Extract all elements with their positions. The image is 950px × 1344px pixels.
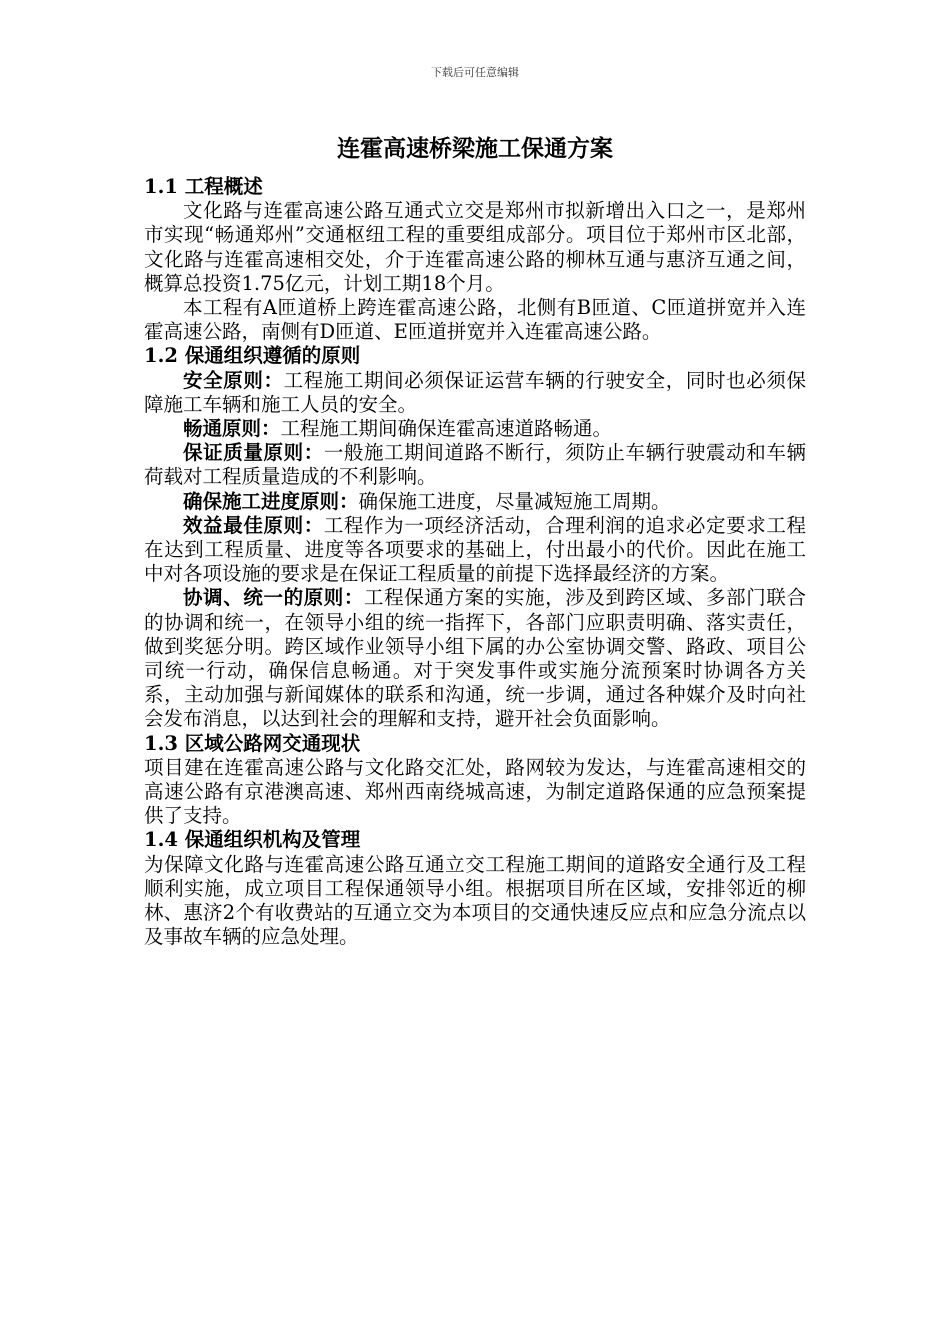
principle-item xyxy=(144,490,806,514)
paragraph: 文化路与连霍高速公路互通式立交是郑州市拟新增出入口之一，是郑州市实现“畅通郑州”交通枢纽工程的重要组成部分。项目位于郑州市区北部，文化路与连霍高速相交处，介于连霍高速公路的柳林互通与惠济互通之间，概算总投资1.75亿元，计划工期18个月。 xyxy=(144,199,806,295)
principle-item xyxy=(144,586,806,731)
principle-text: 工程施工期间必须保证运营车辆的行驶安全，同时也必须保障施工车辆和施工人员的安全。 xyxy=(144,368,806,416)
principle-text: 工程保通方案的实施，涉及到跨区域、多部门联合的协调和统一，在领导小组的统一指挥下，各部门应职责明确、落实责任，做到奖惩分明。跨区域作业领导小组下属的办公室协调交警、路政、项目公司统一行动，确保信息畅通。对于突发事件或实施分流预案时协调各方关系，主动加强与新闻媒体的联系和沟通，统一步调，通过各种媒介及时向社会发布消息，以达到社会的理解和支持，避开社会负面影响。 xyxy=(144,586,806,731)
section-heading-1-4: 1.4 保通组织机构及管理 xyxy=(144,828,361,852)
document-body xyxy=(144,175,806,950)
paragraph: 本工程有A匝道桥上跨连霍高速公路，北侧有B匝道、C匝道拼宽并入连霍高速公路，南侧有D匝道、E匝道拼宽并入连霍高速公路。 xyxy=(144,296,806,344)
paragraph: 为保障文化路与连霍高速公路互通立交工程施工期间的道路安全通行及工程顺利实施，成立项目工程保通领导小组。根据项目所在区域，安排邻近的柳林、惠济2个有收费站的互通立交为本项目的交通快速反应点和应急分流点以及事故车辆的应急处理。 xyxy=(144,852,806,949)
section-heading-1-3: 1.3 区域公路网交通现状 xyxy=(144,731,361,755)
section-heading-1-1: 1.1 工程概述 xyxy=(144,175,263,198)
principle-text: 一般施工期间道路不断行，须防止车辆行驶震动和车辆荷载对工程质量造成的不利影响。 xyxy=(144,441,806,489)
section-heading-1-2: 1.2 保通组织遵循的原则 xyxy=(144,344,361,368)
principle-lead: 保证质量原则： xyxy=(183,441,324,465)
principle-item xyxy=(144,369,806,417)
principle-lead: 效益最佳原则： xyxy=(183,513,324,537)
paragraph: 项目建在连霍高速公路与文化路交汇处，路网较为发达，与连霍高速相交的高速公路有京港澳高速、郑州西南绕城高速，为制定道路保通的应急预案提供了支持。 xyxy=(144,755,806,828)
principle-item xyxy=(144,441,806,489)
principle-text: 确保施工进度，尽量减短施工周期。 xyxy=(358,489,671,513)
document-title: 连霍高速桥梁施工保通方案 xyxy=(337,135,613,162)
principle-text: 工程作为一项经济活动，合理利润的追求必定要求工程在达到工程质量、进度等各项要求的基础上，付出最小的代价。因此在施工中对各项设施的要求是在保证工程质量的前提下选择最经济的方案。 xyxy=(144,513,806,586)
principle-lead: 确保施工进度原则： xyxy=(183,489,359,513)
principle-lead: 安全原则： xyxy=(183,368,284,392)
principle-item xyxy=(144,417,806,441)
header-note: 下载后可任意编辑 xyxy=(431,66,519,79)
principle-lead: 协调、统一的原则： xyxy=(183,586,365,610)
principle-item xyxy=(144,514,806,587)
principle-text: 工程施工期间确保连霍高速道路畅通。 xyxy=(280,417,613,441)
principle-lead: 畅通原则： xyxy=(183,417,281,441)
